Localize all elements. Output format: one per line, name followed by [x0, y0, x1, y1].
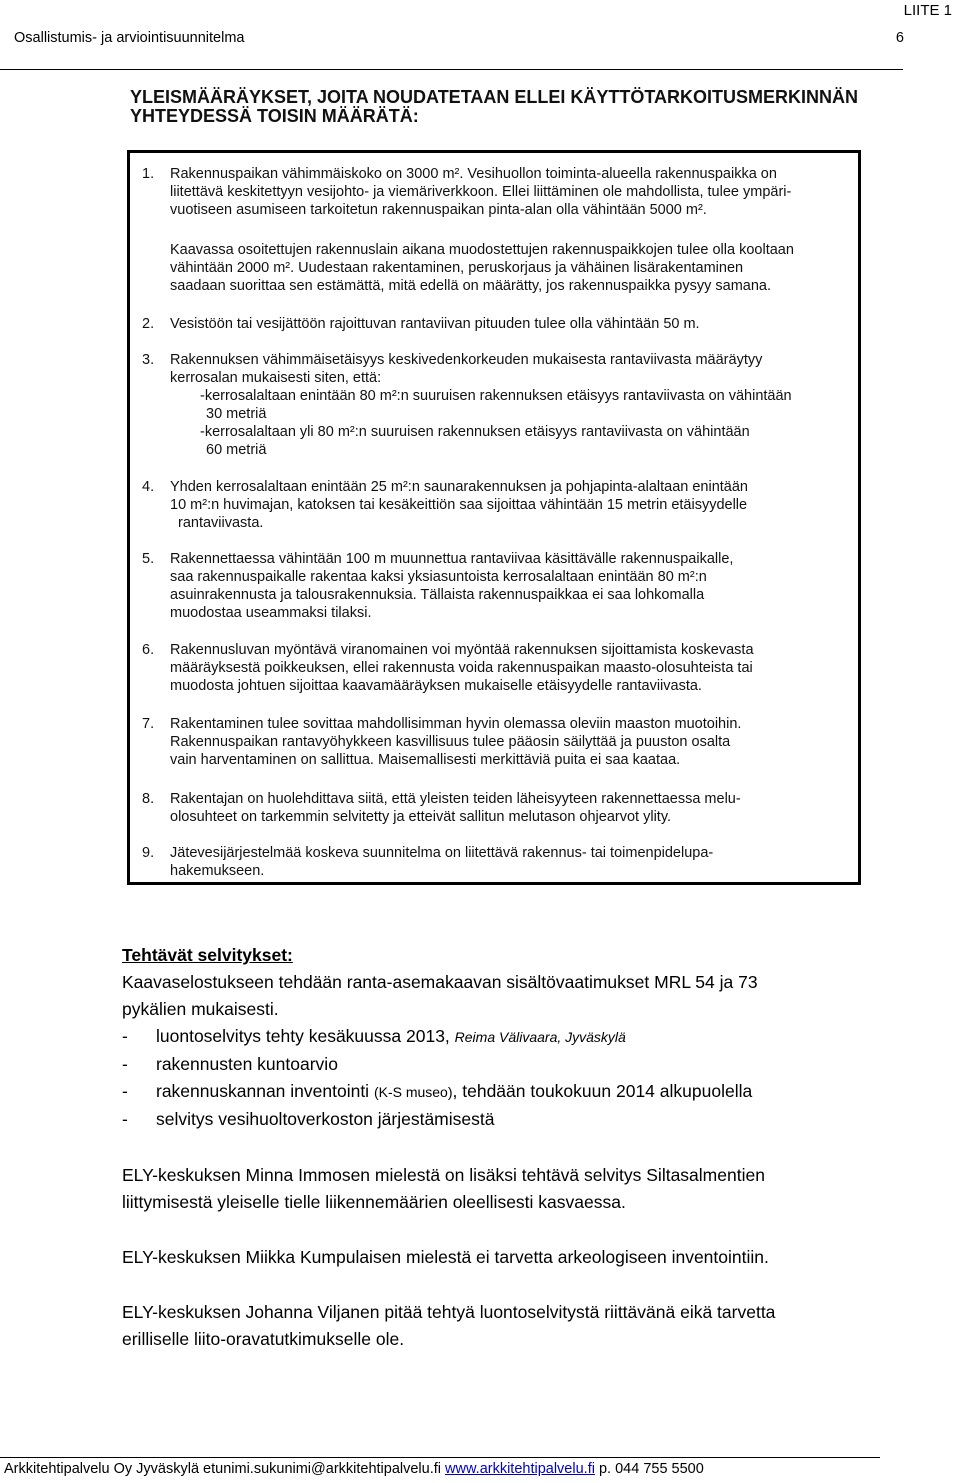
rule-number: 5.	[142, 551, 155, 567]
paragraph-line: ELY-keskuksen Miikka Kumpulaisen mielestä ei tarvetta arkeologiseen inventointiin.	[122, 1247, 769, 1267]
heading-line: YHTEYDESSÄ TOISIN MÄÄRÄTÄ:	[130, 106, 419, 126]
footer-company: Arkkitehtipalvelu Oy Jyväskylä	[4, 1461, 200, 1477]
task-text: selvitys vesihuoltoverkoston järjestämisestä	[156, 1109, 495, 1129]
rule-number: 6.	[142, 642, 155, 658]
paragraph-line: ELY-keskuksen Johanna Viljanen pitää tehtyä luontoselvitystä riittävänä eikä tarvetta	[122, 1302, 776, 1322]
rule-number: 1.	[142, 166, 155, 182]
task-note: Reima Välivaara, Jyväskylä	[454, 1029, 626, 1045]
rule-line: saa rakennuspaikalle rakentaa kaksi yksiasuntoista kerrosalaltaan enintään 80 m²:n	[170, 569, 707, 585]
footer-website-link[interactable]: www.arkkitehtipalvelu.fi	[445, 1461, 595, 1477]
paragraph-line: ELY-keskuksen Minna Immosen mielestä on lisäksi tehtävä selvitys Siltasalmentien	[122, 1165, 765, 1185]
rule-line: Jätevesijärjestelmää koskeva suunnitelma on liitettävä rakennus- tai toimenpidelupa-	[170, 845, 714, 861]
rule-line: Kaavassa osoitettujen rakennuslain aikana muodostettujen rakennuspaikkojen tulee olla kooltaan	[170, 242, 794, 258]
appendix-label: LIITE 1	[903, 2, 952, 19]
task-text: luontoselvitys tehty kesäkuussa 2013,	[156, 1026, 455, 1046]
rule-line: saadaan suorittaa sen estämättä, mitä edellä on määrätty, jos rakennuspaikka pysyy samana.	[170, 278, 771, 294]
rule-line: Rakennusluvan myöntävä viranomainen voi myöntää rakennuksen sijoittamista koskevasta	[170, 642, 754, 658]
tasks-intro-line: pykälien mukaisesti.	[122, 999, 279, 1019]
rule-number: 3.	[142, 352, 155, 368]
rule-number: 8.	[142, 791, 155, 807]
rule-line: vähintään 2000 m². Uudestaan rakentaminen, peruskorjaus ja vähäinen lisärakentaminen	[170, 260, 744, 276]
rule-line: liitettävä keskitettyyn vesijohto- ja viemäriverkkoon. Ellei liittäminen ole mahdollista, tulee ympäri-	[170, 184, 792, 200]
rule-line: kerrosalan mukaisesti siten, että:	[170, 370, 382, 386]
task-item	[122, 1078, 758, 1106]
rule-line: 60 metriä	[206, 442, 267, 458]
rule-line: vuotiseen asumiseen tarkoitetun rakennuspaikan pinta-alan olla vähintään 5000 m².	[170, 202, 707, 218]
bullet-dash: -	[122, 1054, 128, 1074]
rule-line: hakemukseen.	[170, 863, 265, 879]
rule-number: 4.	[142, 479, 155, 495]
rule-line: asuinrakennusta ja talousrakennuksia. Tällaista rakennuspaikkaa ei saa lohkomalla	[170, 587, 705, 603]
rule-number: 7.	[142, 716, 155, 732]
ely-paragraph-2	[122, 1244, 769, 1271]
rule-line: Rakennuspaikan vähimmäiskoko on 3000 m². Vesihuollon toiminta-alueella rakennuspaikka on	[170, 166, 777, 182]
task-text: , tehdään toukokuun 2014 alkupuolella	[452, 1081, 753, 1101]
task-text: rakennuskannan inventointi	[156, 1081, 374, 1101]
task-item	[122, 1023, 758, 1051]
heading-line: YLEISMÄÄRÄYKSET, JOITA NOUDATETAAN ELLEI KÄYTTÖTARKOITUSMERKINNÄN	[130, 87, 858, 107]
rule-line: Rakentaminen tulee sovittaa mahdollisimman hyvin olemassa oleviin maaston muotoihin.	[170, 716, 742, 732]
rule-line: Rakennuspaikan rantavyöhykkeen kasvillisuus tulee pääosin säilyttää ja puuston osalta	[170, 734, 731, 750]
document-title: Osallistumis- ja arviointisuunnitelma	[14, 30, 245, 46]
rule-line: olosuhteet on tarkemmin selvitetty ja etteivät sallitun melutason ohjearvot ylity.	[170, 809, 672, 825]
rule-line: Rakentajan on huolehdittava siitä, että yleisten teiden läheisyyteen rakennettaessa melu-	[170, 791, 741, 807]
rule-line: määräyksestä poikkeuksen, ellei rakennusta voida rakennuspaikan maasto-olosuhteista tai	[170, 660, 753, 676]
footer-divider	[0, 1457, 880, 1458]
rule-line: muodosta johtuen sijoittaa kaavamääräyksen mukaiselle etäisyydelle rantaviivasta.	[170, 678, 702, 694]
page-number: 6	[895, 30, 904, 46]
rule-line: Rakennuksen vähimmäisetäisyys keskivedenkorkeuden mukaisesta rantaviivasta määräytyy	[170, 352, 763, 368]
bullet-dash: -	[122, 1109, 128, 1129]
ely-paragraph-1	[122, 1162, 765, 1216]
footer-phone: p. 044 755 5500	[598, 1461, 704, 1477]
paragraph-line: erilliselle liito-oravatutkimukselle ole.	[122, 1329, 405, 1349]
rule-number: 9.	[142, 845, 155, 861]
task-item	[122, 1106, 758, 1133]
tasks-intro-line: Kaavaselostukseen tehdään ranta-asemakaavan sisältövaatimukset MRL 54 ja 73	[122, 972, 758, 992]
rule-number: 2.	[142, 316, 155, 332]
rule-line: -kerrosalaltaan yli 80 m²:n suuruisen rakennuksen etäisyys rantaviivasta on vähintään	[200, 424, 750, 440]
task-note: (K-S museo)	[373, 1084, 453, 1100]
header-divider	[0, 69, 903, 70]
rule-line: Yhden kerrosalaltaan enintään 25 m²:n saunarakennuksen ja pohjapinta-alaltaan enintään	[170, 479, 748, 495]
bullet-dash: -	[122, 1081, 128, 1101]
task-item	[122, 1051, 758, 1078]
rule-line: vain harventaminen on sallittua. Maisemallisesti merkittäviä puita ei saa kaataa.	[170, 752, 681, 768]
task-text: rakennusten kuntoarvio	[156, 1054, 338, 1074]
tasks-section	[122, 942, 758, 1133]
regulations-box	[127, 150, 861, 885]
rule-line: muodostaa useammaksi tilaksi.	[170, 605, 372, 621]
rule-line: rantaviivasta.	[178, 515, 264, 531]
rule-line: 10 m²:n huvimajan, katoksen tai kesäkeittiön saa sijoittaa vähintään 15 metrin etäisyydelle	[170, 497, 748, 513]
bullet-dash: -	[122, 1026, 128, 1046]
tasks-title: Tehtävät selvitykset:	[122, 945, 293, 965]
paragraph-line: liittymisestä yleiselle tielle liikennemäärien oleellisesti kasvaessa.	[122, 1192, 626, 1212]
rule-line: Rakennettaessa vähintään 100 m muunnettua rantaviivaa käsittävälle rakennuspaikalle,	[170, 551, 734, 567]
rule-line: Vesistöön tai vesijättöön rajoittuvan rantaviivan pituuden tulee olla vähintään 50 m.	[170, 316, 700, 332]
rule-line: -kerrosalaltaan enintään 80 m²:n suuruisen rakennuksen etäisyys rantaviivasta on vähintään	[200, 388, 792, 404]
footer-email: etunimi.sukunimi@arkkitehtipalvelu.fi	[203, 1461, 442, 1477]
rule-line: 30 metriä	[206, 406, 267, 422]
general-regulations-heading	[130, 87, 858, 126]
ely-paragraph-3	[122, 1299, 775, 1353]
page-footer	[4, 1461, 704, 1477]
